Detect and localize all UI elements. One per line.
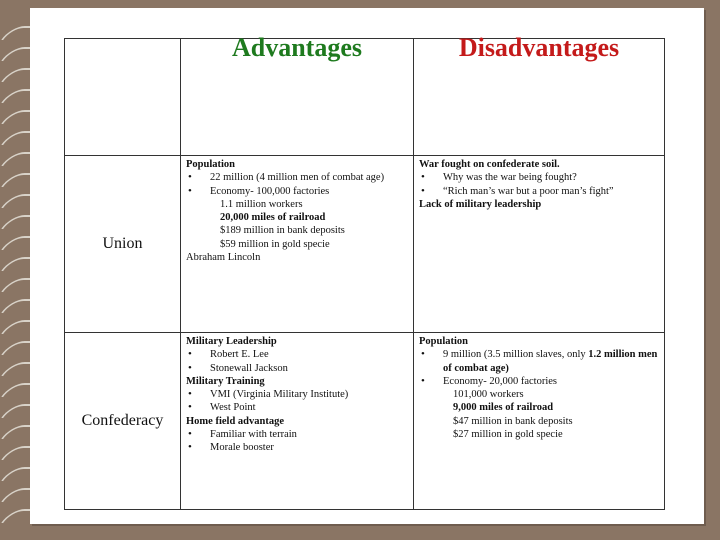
advantages-header (181, 33, 414, 156)
conf-adv-item: • Morale booster (186, 441, 408, 454)
union-dis-heading: War fought on confederate soil. (419, 159, 560, 170)
confederacy-row (65, 333, 665, 510)
empty-corner-cell (65, 39, 181, 156)
conf-dis-item-bold: 1.2 million men of combat age) (443, 349, 658, 374)
union-dis-heading: Lack of military leadership (419, 198, 542, 210)
disadvantages-header (414, 33, 665, 156)
conf-dis-item (419, 348, 659, 375)
union-adv-subitem: $59 million in gold specie (220, 238, 330, 250)
slide-page (30, 8, 704, 524)
union-label: Union (65, 156, 181, 333)
conf-adv-heading: Military Leadership (186, 336, 277, 347)
union-advantages-cell (181, 156, 414, 333)
conf-adv-heading: Home field advantage (186, 415, 284, 427)
confederacy-label: Confederacy (65, 333, 181, 510)
union-adv-item: • Economy- 100,000 factories (186, 185, 408, 198)
union-row (65, 156, 665, 333)
union-adv-item: • 22 million (4 million men of combat age) (186, 171, 408, 184)
union-adv-subitem: $189 million in bank deposits (220, 225, 345, 237)
conf-adv-item: • West Point (186, 401, 408, 414)
advantages-title: Advantages (231, 33, 362, 62)
confederacy-disadvantages-cell (414, 333, 665, 510)
conf-adv-item: • VMI (Virginia Military Institute) (186, 388, 408, 401)
conf-dis-item: • Economy- 20,000 factories (419, 375, 659, 388)
union-adv-subitem: 1.1 million workers (220, 198, 303, 210)
disadvantages-title: Disadvantages (458, 33, 620, 62)
conf-dis-subitem: 9,000 miles of railroad (453, 402, 554, 414)
conf-dis-item-text: 9 million (3.5 million slaves, only (443, 349, 589, 361)
conf-adv-heading: Military Training (186, 375, 265, 387)
conf-dis-subitem: 101,000 workers (453, 389, 524, 401)
conf-dis-heading: Population (419, 336, 469, 347)
conf-dis-subitem: $27 million in gold specie (453, 429, 563, 441)
header-row (65, 39, 665, 156)
union-adv-subitem: 20,000 miles of railroad (220, 212, 326, 224)
union-dis-item: • “Rich man’s war but a poor man’s fight” (419, 185, 659, 198)
confederacy-advantages-cell (181, 333, 414, 510)
conf-adv-item: • Stonewall Jackson (186, 362, 408, 375)
conf-dis-subitem: $47 million in bank deposits (453, 415, 573, 427)
union-disadvantages-cell (414, 156, 665, 333)
conf-adv-item: • Robert E. Lee (186, 348, 408, 361)
comparison-table (64, 33, 665, 510)
union-adv-heading: Population (186, 159, 236, 170)
conf-adv-item: • Familiar with terrain (186, 428, 408, 441)
union-dis-item: • Why was the war being fought? (419, 171, 659, 184)
union-adv-leader: Abraham Lincoln (186, 252, 261, 264)
